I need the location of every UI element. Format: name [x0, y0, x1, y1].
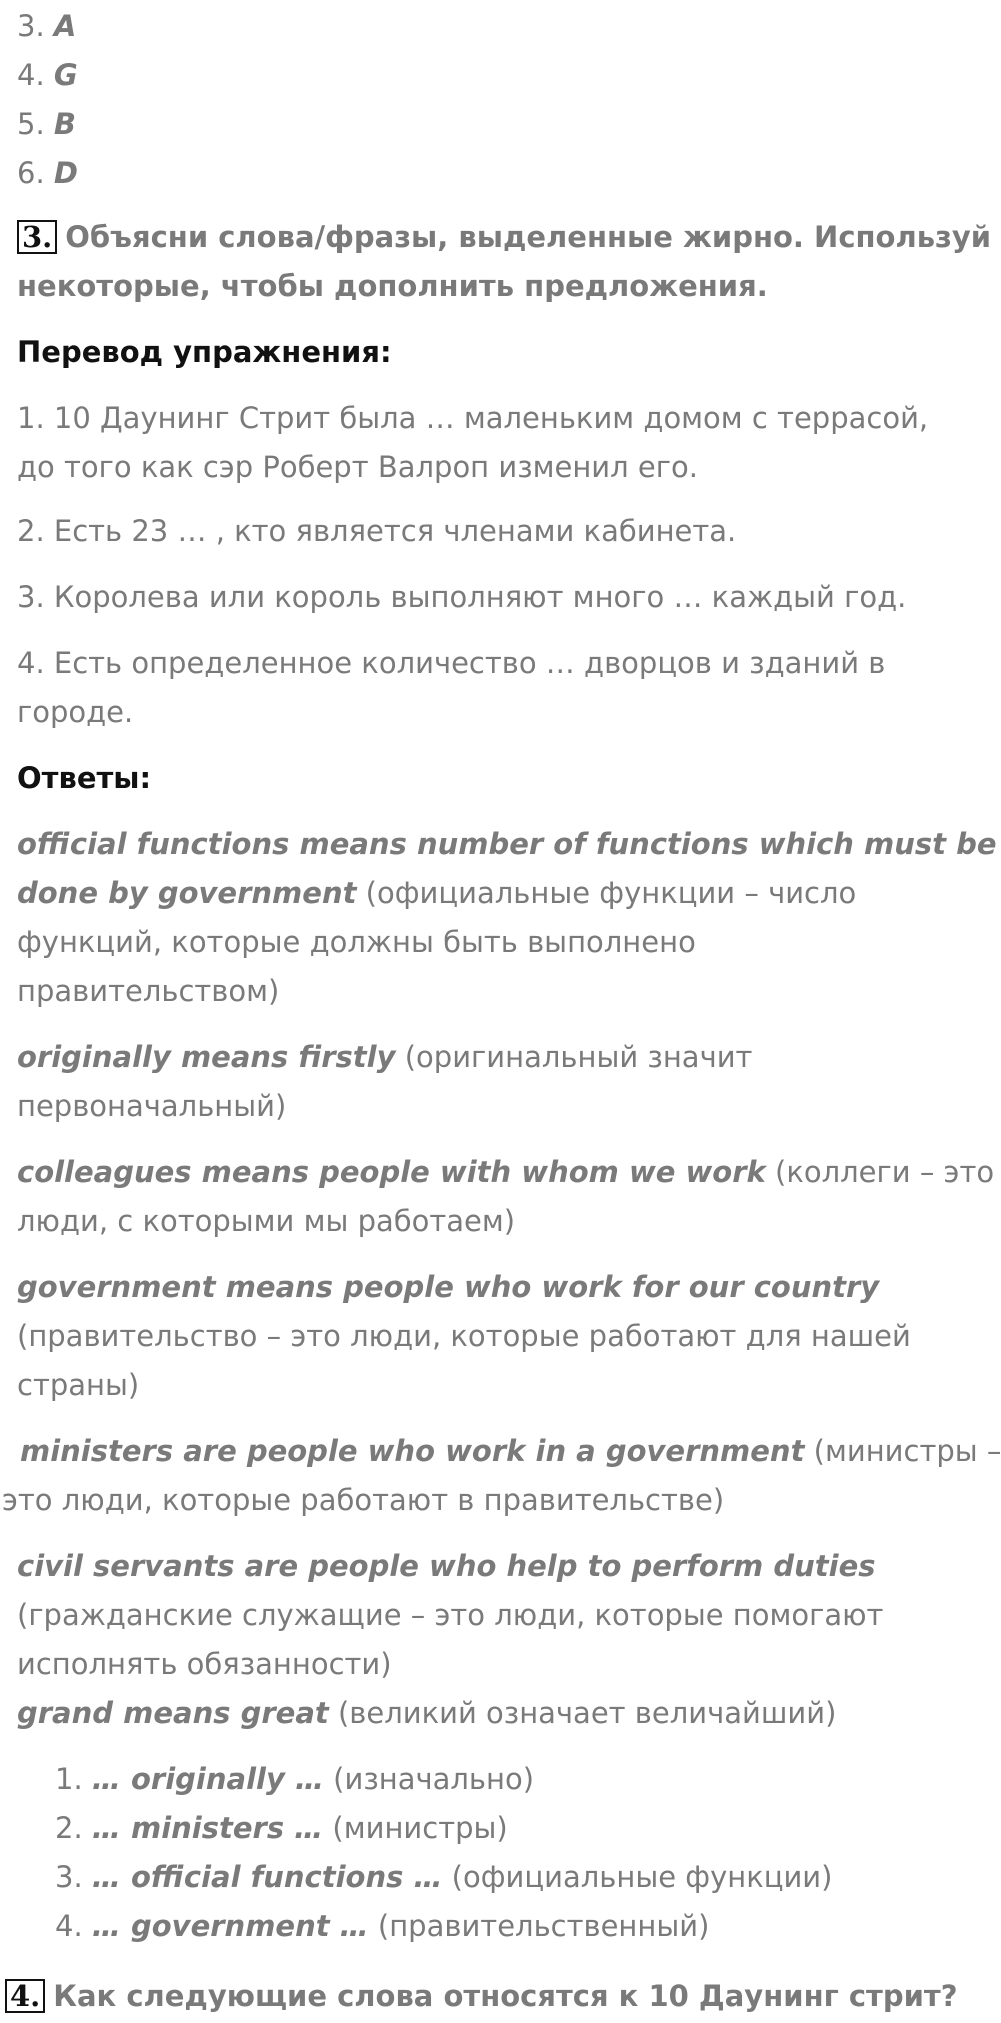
- exercise-title-line: Объясни слова/фразы, выделенные жирно. Используй: [65, 220, 992, 254]
- definition-line: исполнять обязанности): [17, 1647, 392, 1681]
- list-item: [55, 1761, 534, 1797]
- definition-line: [17, 1039, 752, 1075]
- translation-line: до того как сэр Роберт Валроп изменил его.: [17, 450, 698, 484]
- answer-number: 6.: [17, 156, 45, 190]
- definition-line: [17, 1154, 994, 1190]
- definition-line: [20, 1433, 1001, 1469]
- list-number: 3.: [55, 1860, 83, 1894]
- definition-term: done by government: [17, 876, 357, 910]
- definition-term: originally means firstly: [17, 1040, 396, 1074]
- exercise-number-box: 3.: [17, 220, 57, 254]
- definition-term: government means people who work for our country: [17, 1270, 880, 1304]
- fill-term: … originally …: [91, 1762, 324, 1796]
- list-item: [55, 1810, 508, 1846]
- fill-translation: (министры): [323, 1811, 508, 1845]
- exercise-3-title: [17, 219, 991, 255]
- answer-letter: D: [53, 156, 78, 190]
- definition-translation: (великий означает величайший): [328, 1696, 837, 1730]
- answer-line: [17, 8, 76, 44]
- fill-term: … ministers …: [91, 1811, 324, 1845]
- translation-line: городе.: [17, 695, 134, 729]
- exercise-title-line: Как следующие слова относятся к 10 Даунинг стрит?: [53, 1979, 958, 2013]
- definition-line: (гражданские служащие – это люди, которые помогают: [17, 1598, 884, 1632]
- fill-translation: (правительственный): [368, 1909, 710, 1943]
- definition-line: [17, 1695, 836, 1731]
- answer-number: 3.: [17, 9, 45, 43]
- fill-term: … government …: [91, 1909, 369, 1943]
- list-item: [55, 1908, 709, 1944]
- list-number: 4.: [55, 1909, 83, 1943]
- fill-translation: (официальные функции): [442, 1860, 833, 1894]
- answer-letter: B: [53, 107, 76, 141]
- definition-term: grand means great: [17, 1696, 329, 1730]
- list-item: [55, 1859, 832, 1895]
- definition-line: страны): [17, 1368, 140, 1402]
- definition-term: official functions means number of functions which must be: [17, 827, 997, 861]
- definition-line: (правительство – это люди, которые работают для нашей: [17, 1319, 911, 1353]
- definition-term: colleagues means people with whom we work: [17, 1155, 766, 1189]
- translation-line: 3. Королева или король выполняют много … каждый год.: [17, 580, 907, 614]
- definition-translation: (оригинальный значит: [395, 1040, 753, 1074]
- definition-term: ministers are people who work in a government: [20, 1434, 805, 1468]
- definition-term: civil servants are people who help to perform duties: [17, 1549, 876, 1583]
- fill-term: … official functions …: [91, 1860, 443, 1894]
- definition-translation: (коллеги – это: [765, 1155, 995, 1189]
- definition-line: люди, с которыми мы работаем): [17, 1204, 516, 1238]
- definition-translation: (министры –: [804, 1434, 1001, 1468]
- answer-number: 4.: [17, 58, 45, 92]
- definition-line: это люди, которые работают в правительстве): [2, 1483, 725, 1517]
- fill-translation: (изначально): [323, 1762, 535, 1796]
- answer-line: [17, 106, 76, 142]
- definition-line: правительством): [17, 974, 280, 1008]
- answer-line: [17, 155, 78, 191]
- translation-line: 4. Есть определенное количество … дворцов и зданий в: [17, 646, 886, 680]
- translation-heading: Перевод упражнения:: [17, 335, 392, 369]
- definition-translation: (официальные функции – число: [356, 876, 857, 910]
- answer-letter: G: [53, 58, 78, 92]
- answer-number: 5.: [17, 107, 45, 141]
- answer-line: [17, 57, 78, 93]
- list-number: 1.: [55, 1762, 83, 1796]
- translation-line: 2. Есть 23 … , кто является членами кабинета.: [17, 514, 737, 548]
- exercise-4-title: [5, 1978, 958, 2014]
- translation-line: 1. 10 Даунинг Стрит была … маленьким домом с террасой,: [17, 401, 929, 435]
- exercise-number-box: 4.: [5, 1979, 45, 2013]
- list-number: 2.: [55, 1811, 83, 1845]
- definition-line: функций, которые должны быть выполнено: [17, 925, 696, 959]
- definition-line: [17, 875, 856, 911]
- answer-letter: A: [53, 9, 77, 43]
- exercise-title-line: некоторые, чтобы дополнить предложения.: [17, 269, 768, 303]
- definition-line: первоначальный): [17, 1089, 287, 1123]
- answers-heading: Ответы:: [17, 761, 152, 795]
